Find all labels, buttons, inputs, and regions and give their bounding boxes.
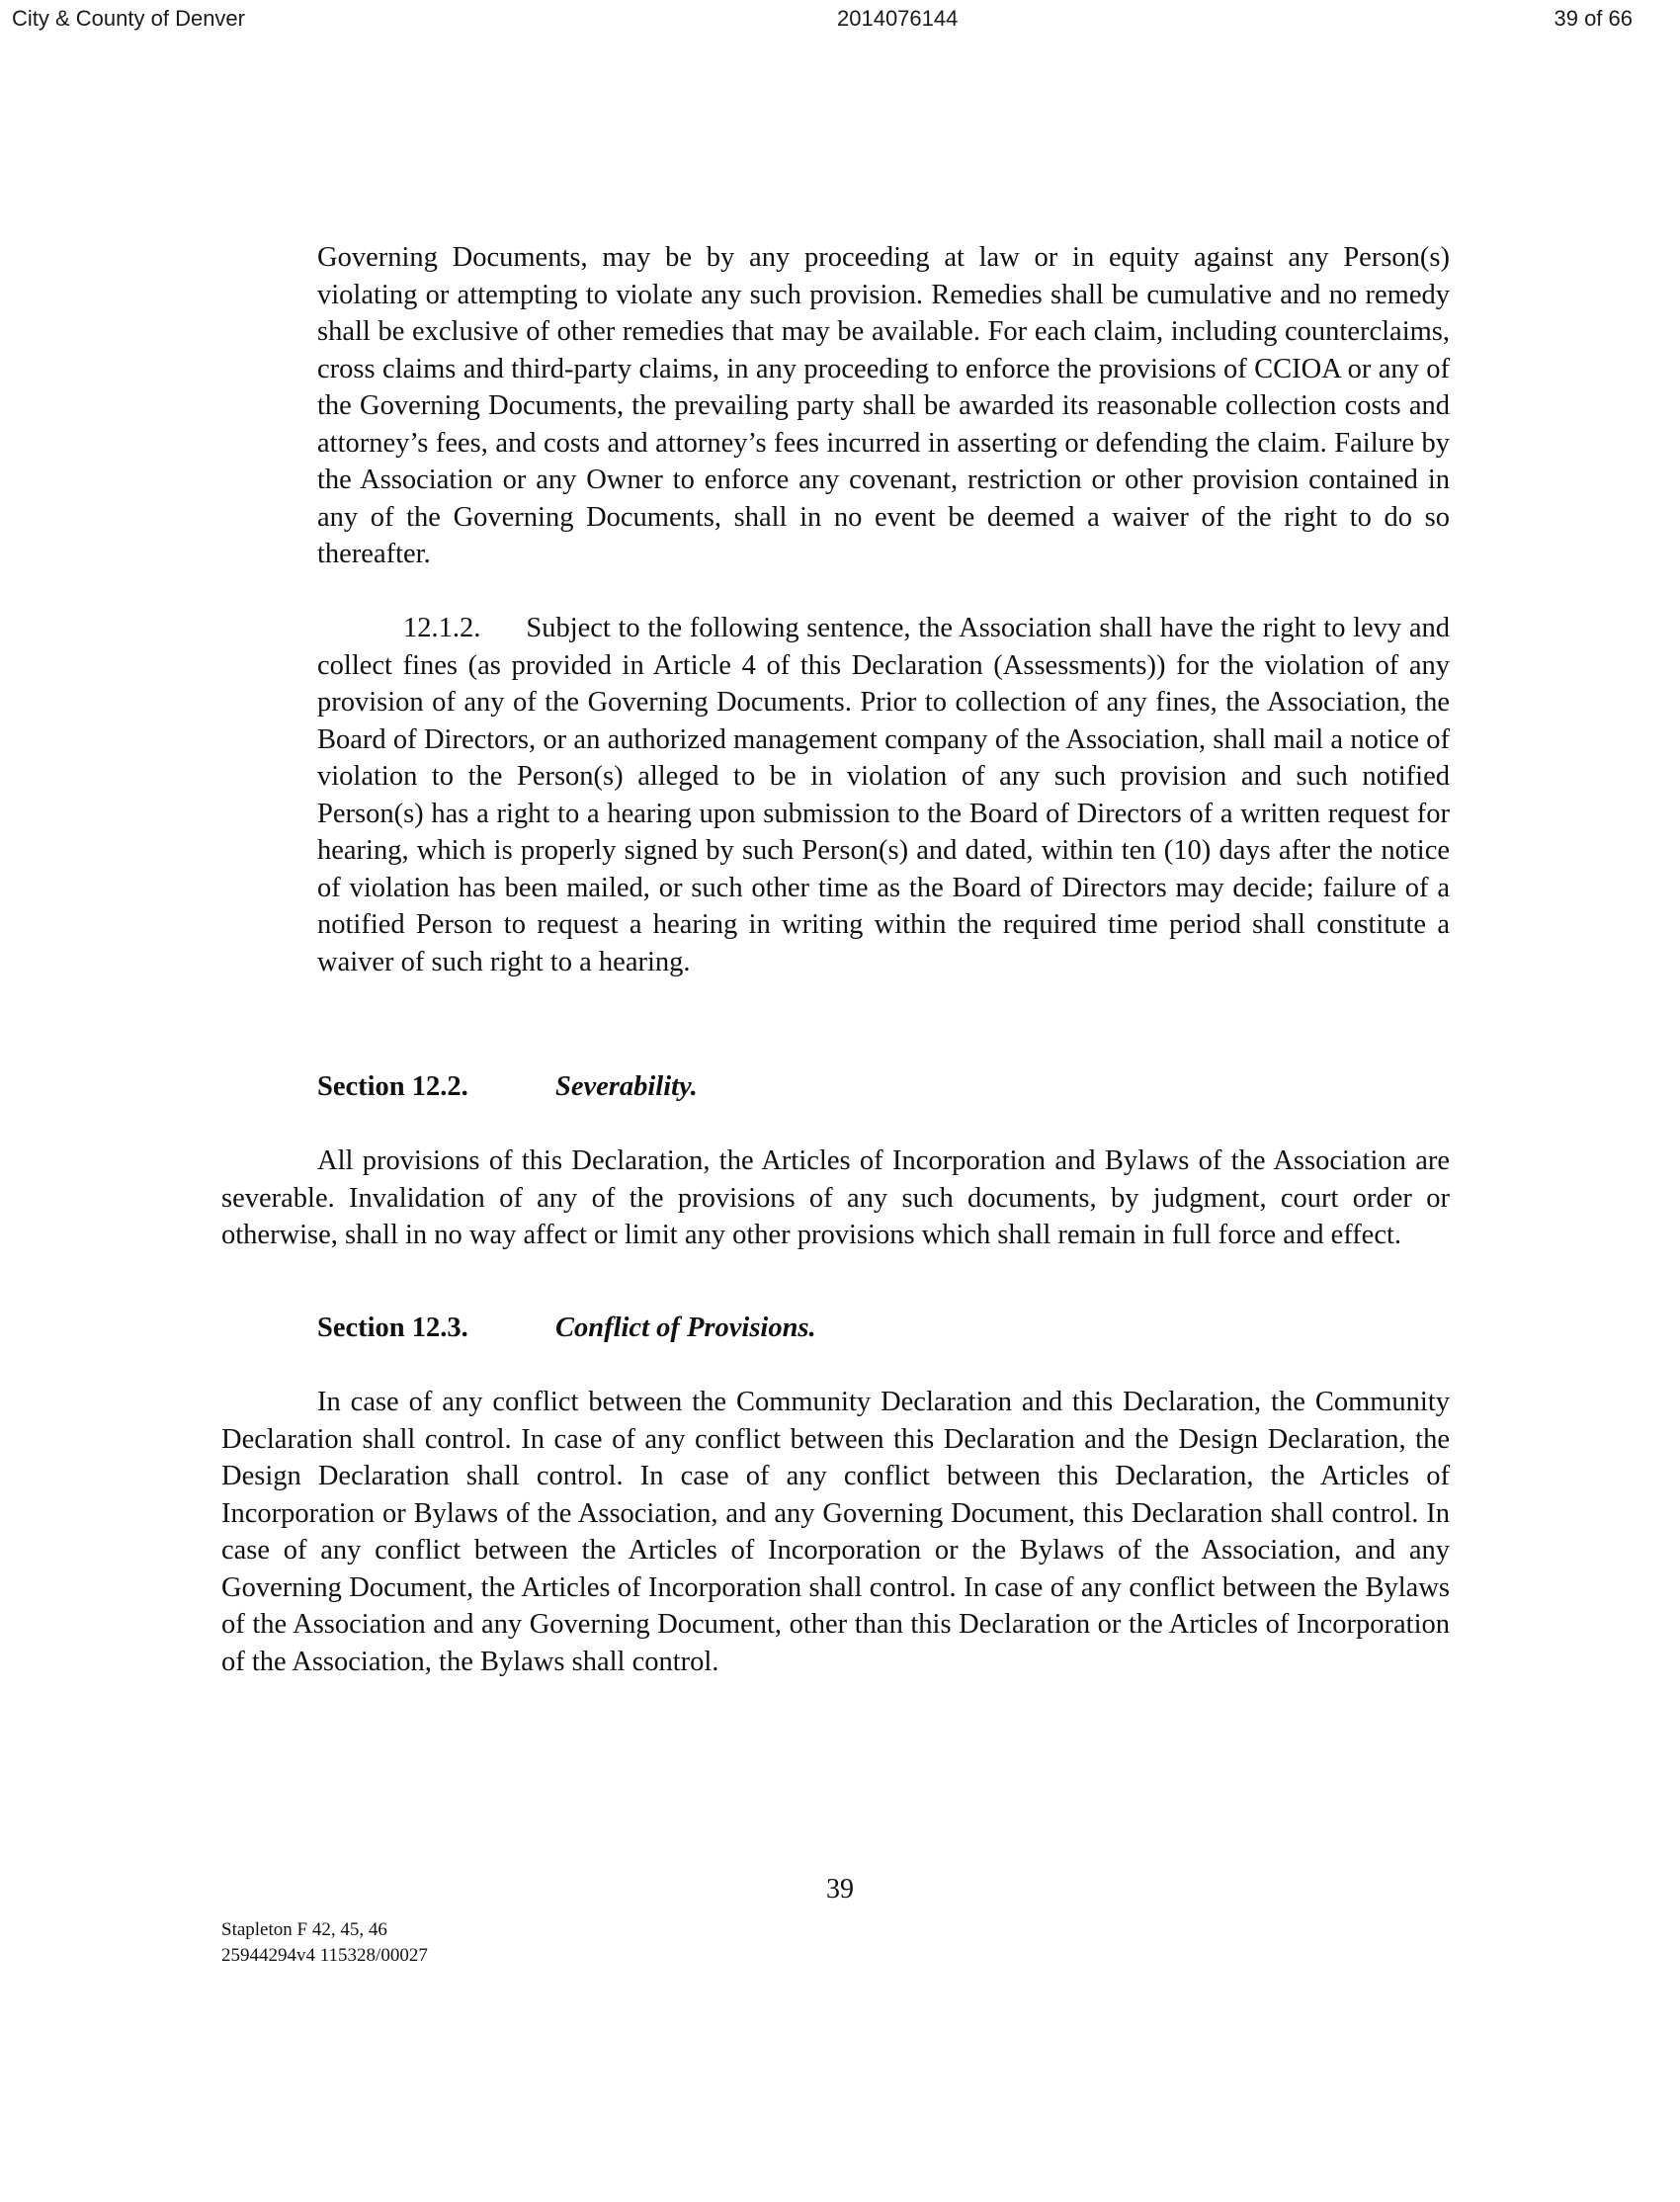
header-page-count: 39 of 66 (1554, 6, 1633, 31)
header-county: City & County of Denver (12, 6, 245, 31)
page-header (12, 6, 1633, 36)
section-number: Section 12.3. (317, 1313, 468, 1343)
paragraph-conflict: In case of any conflict between the Community Declaration and this Declaration, the Community Declaration shall control. In case of any conflict between this Declaration and the Design Declaration, the Design Declaration shall control. In case of any conflict between this Declaration, the Articles of Incorporation or Bylaws of the Association, and any Governing Document, this Declaration shall control. In case of any conflict between the Articles of Incorporation or the Bylaws of the Association, and any Governing Document, the Articles of Incorporation shall control. In case of any conflict between the Bylaws of the Association and any Governing Document, other than this Declaration or the Articles of Incorporation of the Association, the Bylaws shall control. (221, 1387, 1450, 1677)
section-title: Severability. (555, 1071, 698, 1102)
paragraph-severability: All provisions of this Declaration, the Articles of Incorporation and Bylaws of the Association are severable. Invalidation of any of the provisions of any such documents, by judgment, court order or otherwise, shall in no way affect or limit any other provisions which shall remain in full force and effect. (221, 1145, 1450, 1250)
page-number: 39 (826, 1874, 854, 1905)
paragraph-12-1-2: 12.1.2. Subject to the following sentence, the Association shall have the right to levy and collect fines (as provided in Article 4 of this Declaration (Assessments)) for the violation of any provision of any of the Governing Documents. Prior to collection of any fines, the Association, the Board of Directors, or an authorized management company of the Association, shall mail a notice of violation to the Person(s) alleged to be in violation of any such provision and such notified Person(s) has a right to a hearing upon submission to the Board of Directors of a written request for hearing, which is properly signed by such Person(s) and dated, within ten (10) days after the notice of violation has been mailed, or such other time as the Board of Directors may decide; failure of a notified Person to request a hearing in writing within the required time period shall constitute a waiver of such right to a hearing. (317, 613, 1458, 977)
section-heading-12-2 (317, 1068, 698, 1106)
footer-document-reference: Stapleton F 42, 45, 46 (221, 1919, 387, 1940)
section-number: Section 12.2. (317, 1071, 468, 1102)
paragraph-enforcement: Governing Documents, may be by any proceeding at law or in equity against any Person(s) violating or attempting to violate any such provision. Remedies shall be cumulative and no remedy shall be exclusive of other remedies that may be available. For each claim, including counterclaims, cross claims and third-party claims, in any proceeding to enforce the provisions of CCIOA or any of the Governing Documents, the prevailing party shall be awarded its reasonable collection costs and attorney’s fees, and costs and attorney’s fees incurred in asserting or defending the claim. Failure by the Association or any Owner to enforce any covenant, restriction or other provision contained in any of the Governing Documents, shall in no event be deemed a waiver of the right to do so thereafter. (317, 242, 1450, 569)
footer-document-id: 25944294v4 115328/00027 (221, 1945, 428, 1966)
header-reception-number: 2014076144 (837, 6, 959, 31)
section-title: Conflict of Provisions. (555, 1313, 816, 1343)
section-heading-12-3 (317, 1310, 816, 1347)
